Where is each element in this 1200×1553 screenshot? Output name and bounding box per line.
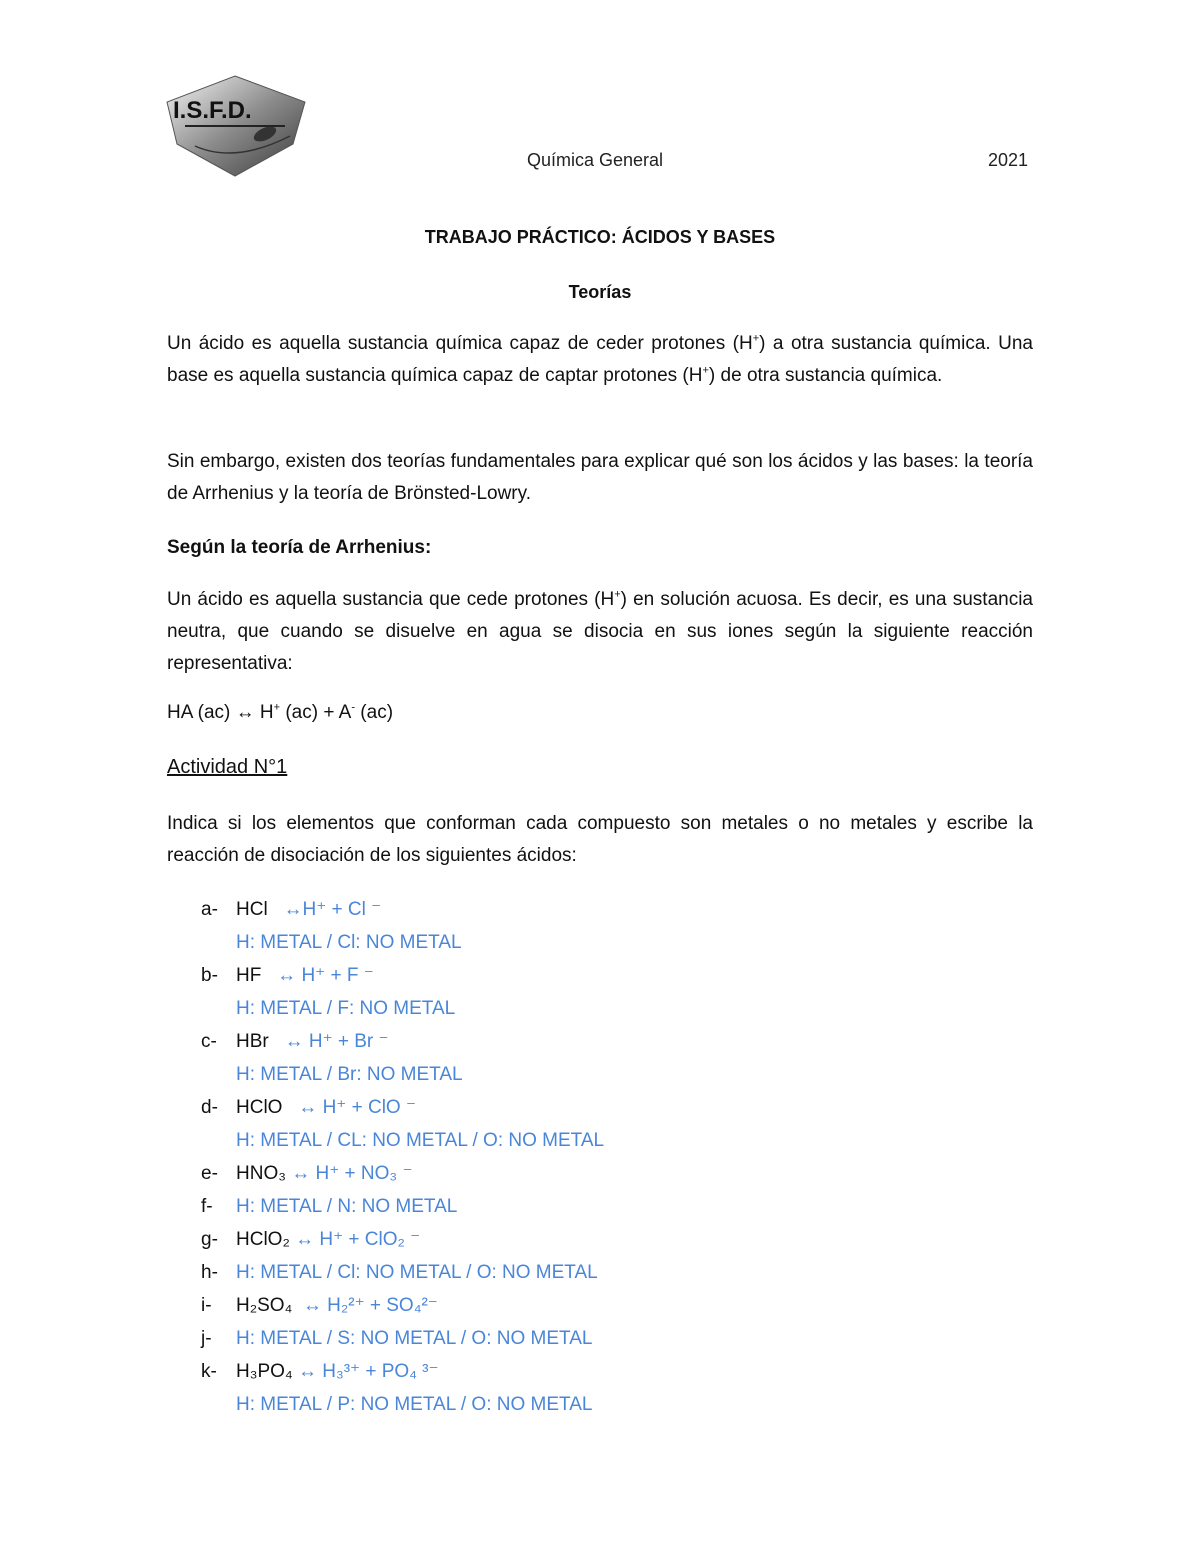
- list-item: H: METAL / Cl: NO METAL: [236, 932, 462, 953]
- arrhenius-heading: Según la teoría de Arrhenius:: [167, 537, 432, 558]
- paragraph-acid-definition: Un ácido es aquella sustancia química capaz de ceder protones (H+) a otra sustancia química. Una base es aquella sustancia química capaz de captar protones (H+) de otra sustancia química.: [167, 332, 1033, 386]
- list-item: H: METAL / P: NO METAL / O: NO METAL: [236, 1394, 593, 1415]
- list-item: H: METAL / CL: NO METAL / O: NO METAL: [236, 1130, 605, 1151]
- section-subtitle: Teorías: [568, 282, 632, 302]
- paragraph-arrhenius: Un ácido es aquella sustancia que cede protones (H+) en solución acuosa. Es decir, es una sustancia neutra, que cuando se disuelve en agua se disocia en sus iones según la siguiente reacción representativa:: [167, 588, 1033, 674]
- list-item: g- HClO₂ ↔ H⁺ + ClO₂ ⁻: [201, 1229, 421, 1250]
- exercise-list: [167, 893, 1067, 1421]
- activity-title: Actividad N°1: [167, 756, 288, 778]
- list-item: b- HF ↔ H⁺ + F ⁻: [201, 965, 374, 986]
- logo-text: I.S.F.D.: [173, 97, 252, 124]
- paragraph-theories: Sin embargo, existen dos teorías fundamentales para explicar qué son los ácidos y las bases: la teoría de Arrhenius y la teoría de Brönsted-Lowry.: [167, 451, 1033, 504]
- list-item: j- H: METAL / S: NO METAL / O: NO METAL: [201, 1328, 593, 1349]
- list-item: e- HNO₃ ↔ H⁺ + NO₃ ⁻: [201, 1163, 413, 1184]
- list-item: c- HBr ↔ H⁺ + Br ⁻: [201, 1031, 389, 1052]
- list-item: H: METAL / Br: NO METAL: [236, 1064, 463, 1085]
- list-item: d- HClO ↔ H⁺ + ClO ⁻: [201, 1097, 417, 1118]
- list-item: H: METAL / F: NO METAL: [236, 998, 456, 1019]
- list-item: k- H₃PO₄ ↔ H₃³⁺ + PO₄ ³⁻: [201, 1361, 439, 1382]
- header-course: Química General: [527, 150, 664, 170]
- list-item: f- H: METAL / N: NO METAL: [201, 1196, 458, 1217]
- document-title: TRABAJO PRÁCTICO: ÁCIDOS Y BASES: [424, 227, 776, 247]
- equilibrium-arrow-icon: ↔: [235, 702, 255, 723]
- list-item: a- HCl ↔H⁺ + Cl ⁻: [201, 899, 382, 920]
- header-year: 2021: [988, 150, 1029, 170]
- list-item: i- H₂SO₄ ↔ H₂²⁺ + SO₄²⁻: [201, 1295, 438, 1316]
- activity-instruction: Indica si los elementos que conforman cada compuesto son metales o no metales y escribe la reacción de disociación de los siguientes ácidos:: [167, 813, 1033, 866]
- representative-equation: HA (ac) ↔ H+ (ac) + A- (ac): [167, 701, 394, 723]
- institution-logo: [165, 74, 310, 179]
- list-item: h- H: METAL / Cl: NO METAL / O: NO METAL: [201, 1262, 598, 1283]
